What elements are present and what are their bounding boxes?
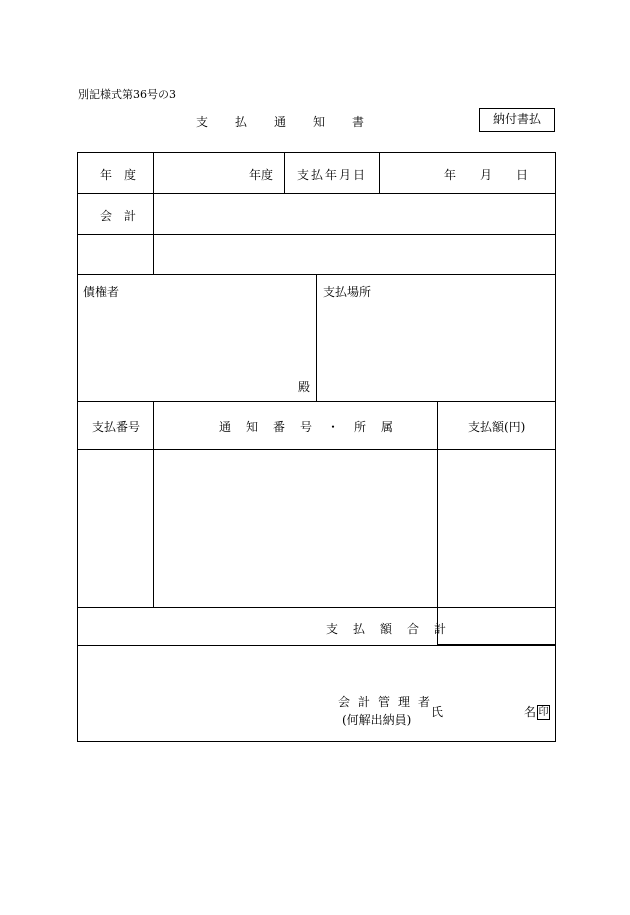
fiscal-year-suffix: 年度 (249, 168, 274, 182)
column-divider (153, 153, 154, 274)
payment-place-label: 支払場所 (323, 285, 372, 299)
form-code: 別記様式第36号の3 (78, 88, 176, 101)
total-amount-box (437, 607, 556, 645)
slip-type-label: 納付書払 (492, 112, 541, 126)
payment-date-label: 支払年月日 (297, 168, 368, 182)
name-suffix-with-seal (524, 703, 550, 720)
payment-number-label: 支払番号 (92, 420, 141, 434)
date-month: 月 (480, 168, 493, 182)
column-divider (316, 274, 317, 401)
creditor-label: 債権者 (83, 285, 120, 299)
row-divider (78, 401, 555, 402)
amount-label: 支払額(円) (468, 420, 526, 434)
notice-affiliation-label: 通知番号・所属 (219, 420, 409, 434)
total-label: 支払額合計 (326, 622, 462, 636)
column-divider (153, 401, 154, 607)
slip-type-box (479, 108, 555, 132)
officer-title: 会計管理者 (338, 695, 439, 709)
payment-notice-form (77, 152, 556, 742)
row-divider (78, 234, 555, 235)
row-divider (78, 193, 555, 194)
date-day: 日 (516, 168, 529, 182)
column-divider (379, 153, 380, 193)
seal-mark: 印 (538, 707, 549, 718)
honorific: 殿 (298, 380, 311, 394)
row-divider (78, 449, 555, 450)
name-suffix: 名 (524, 705, 537, 719)
row-divider (78, 645, 555, 646)
account-label: 会 計 (100, 209, 137, 223)
fiscal-year-label: 年 度 (100, 168, 137, 182)
document-title: 支払通知書 (196, 115, 392, 129)
officer-sub: (何解出納員) (342, 713, 412, 727)
date-year: 年 (444, 168, 457, 182)
name-prefix: 氏 (431, 705, 444, 719)
column-divider (437, 401, 438, 607)
column-divider (284, 153, 285, 193)
